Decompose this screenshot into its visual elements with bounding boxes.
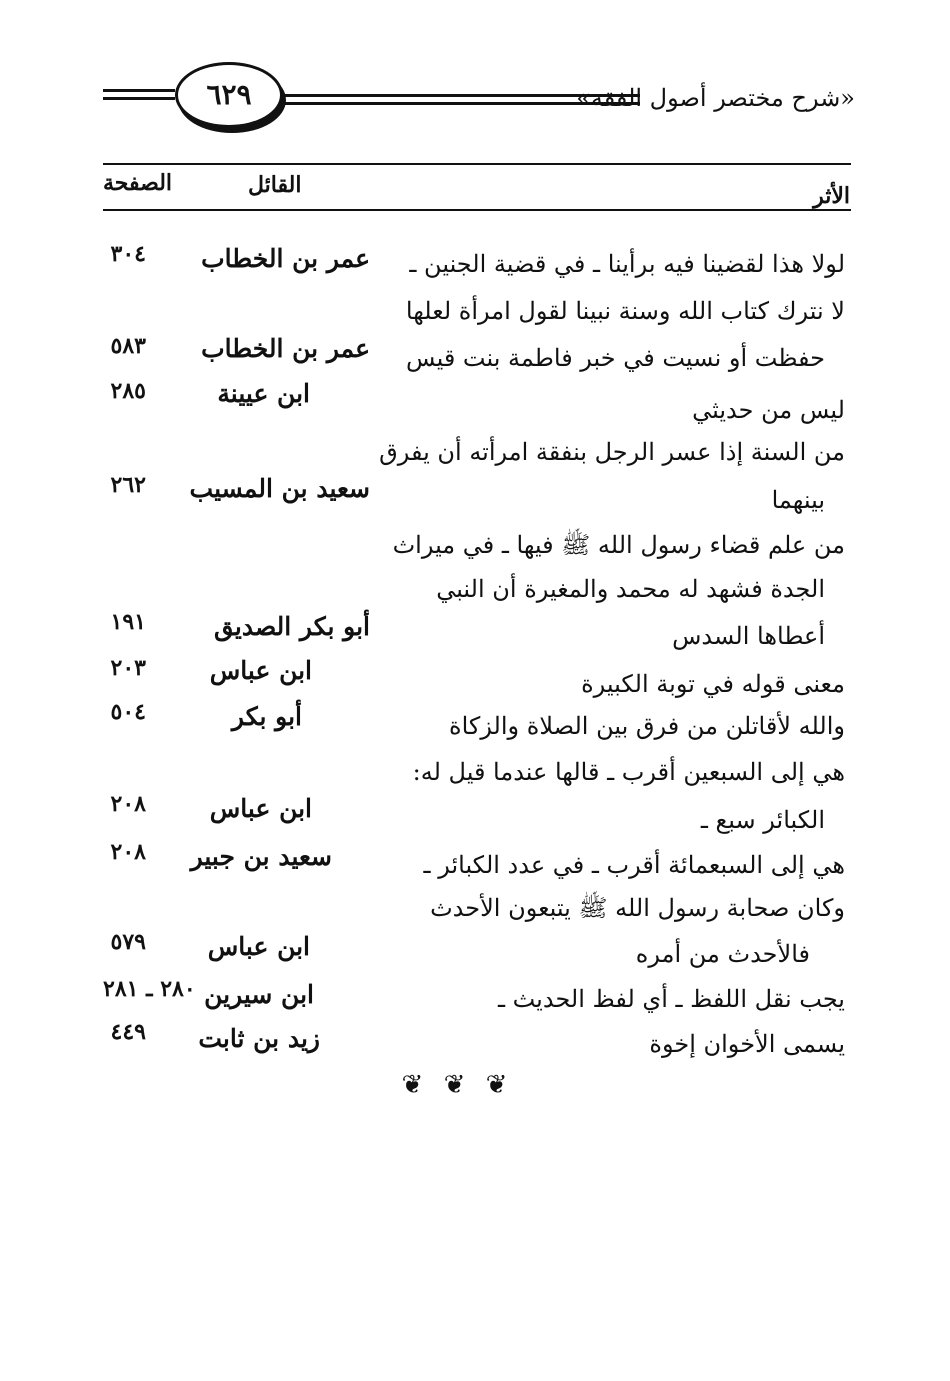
page-ref: ١٩١ xyxy=(110,609,146,635)
speaker: أبو بكر الصديق xyxy=(214,612,370,641)
table-header-rule xyxy=(103,209,851,211)
column-header-page: الصفحة xyxy=(103,170,173,196)
atar-text: يسمى الأخوان إخوة xyxy=(649,1030,845,1058)
atar-text: لا نترك كتاب الله وسنة نبينا لقول امرأة لعلها xyxy=(405,297,845,325)
speaker: ابن عباس xyxy=(207,932,310,961)
header-rule-left-second xyxy=(103,97,175,100)
page-ref: ٢٨٥ xyxy=(110,378,146,404)
column-header-speaker: القائل xyxy=(248,172,302,198)
atar-text: من علم قضاء رسول الله ﷺ فيها ـ في ميراث xyxy=(392,531,845,559)
speaker: زيد بن ثابت xyxy=(198,1024,320,1053)
atar-text-continuation: الجدة فشهد له محمد والمغيرة أن النبي xyxy=(436,575,825,603)
atar-text-continuation: الكبائر سبع ـ xyxy=(700,806,825,834)
speaker: ابن عباس xyxy=(209,656,312,685)
speaker: عمر بن الخطاب xyxy=(201,244,370,273)
atar-text: والله لأقاتلن من فرق بين الصلاة والزكاة xyxy=(449,712,845,740)
page-ref: ٢٨٠ ـ ٢٨١ xyxy=(103,976,196,1002)
column-header-atar: الأثر xyxy=(813,183,850,209)
atar-text-continuation: حفظت أو نسيت في خبر فاطمة بنت قيس xyxy=(405,344,825,372)
speaker: أبو بكر xyxy=(231,702,302,731)
table-top-rule xyxy=(103,163,851,165)
speaker: ابن عيينة xyxy=(217,379,310,408)
page-number: ٦٢٩ xyxy=(206,78,252,111)
atar-text: من السنة إذا عسر الرجل بنفقة امرأته أن يفرق xyxy=(379,438,845,466)
atar-text: هي إلى السبعمائة أقرب ـ في عدد الكبائر ـ xyxy=(423,851,845,879)
page-ref: ٣٠٤ xyxy=(110,241,146,267)
page-ref: ٢٦٢ xyxy=(110,472,146,498)
atar-text: وكان صحابة رسول الله ﷺ يتبعون الأحدث xyxy=(430,894,845,922)
atar-text: لولا هذا لقضينا فيه برأينا ـ في قضية الجنين ـ xyxy=(409,250,845,278)
atar-text: ليس من حديثي xyxy=(692,396,845,424)
atar-text: يجب نقل اللفظ ـ أي لفظ الحديث ـ xyxy=(497,985,845,1013)
page-ref: ٢٠٣ xyxy=(110,655,146,681)
speaker: سعيد بن جبير xyxy=(190,842,332,871)
end-ornament: ❦ ❦ ❦ xyxy=(401,1070,514,1100)
page-ref: ٥٠٤ xyxy=(110,699,146,725)
header-rule-left xyxy=(103,89,175,92)
atar-text: معنى قوله في توبة الكبيرة xyxy=(581,670,845,698)
speaker: عمر بن الخطاب xyxy=(201,334,370,363)
atar-text-continuation: بينهما xyxy=(771,486,825,514)
page-ref: ٤٤٩ xyxy=(110,1019,146,1045)
page-ref: ٥٨٣ xyxy=(110,333,146,359)
running-title: «شرح مختصر أصول الفقه» xyxy=(576,84,855,112)
speaker: سعيد بن المسيب xyxy=(189,474,370,503)
speaker: ابن عباس xyxy=(209,794,312,823)
page-ref: ٥٧٩ xyxy=(110,929,146,955)
atar-text: هي إلى السبعين أقرب ـ قالها عندما قيل له: xyxy=(412,758,845,786)
atar-text-continuation: أعطاها السدس xyxy=(672,622,825,650)
speaker: ابن سيرين xyxy=(204,980,314,1009)
atar-text-continuation: فالأحدث من أمره xyxy=(635,940,810,968)
page-ref: ٢٠٨ xyxy=(110,791,146,817)
page-ref: ٢٠٨ xyxy=(110,839,146,865)
